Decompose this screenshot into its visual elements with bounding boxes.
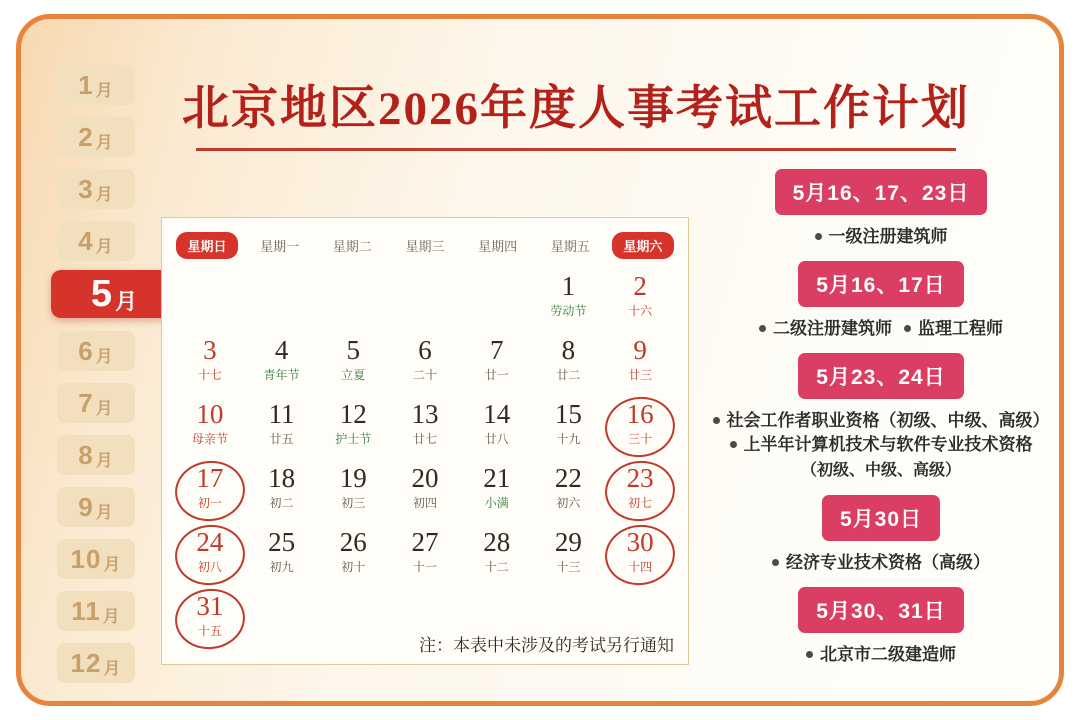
month-tab-number: 4 [78, 226, 94, 256]
month-tab-12[interactable] [57, 643, 135, 683]
day-number: 11 [268, 399, 295, 429]
month-tab-2[interactable] [57, 117, 135, 157]
day-lunar-label: 十四 [628, 560, 653, 574]
calendar-day-cell[interactable] [389, 331, 461, 393]
calendar-day-cell[interactable] [317, 395, 389, 457]
day-number: 19 [339, 463, 367, 493]
day-number: 15 [554, 399, 582, 429]
month-tab-number: 11 [71, 596, 101, 626]
month-tab-unit: 月 [95, 398, 114, 418]
day-number: 17 [196, 463, 224, 493]
exam-item [806, 645, 956, 664]
day-lunar-label: 十三 [556, 560, 581, 574]
month-tab-9[interactable] [57, 487, 135, 527]
day-lunar-label: 廿二 [556, 368, 581, 382]
calendar-day-cell[interactable] [533, 523, 605, 585]
exam-item-label: 监理工程师 [918, 319, 1003, 338]
day-lunar-label: 廿八 [484, 432, 509, 446]
day-lunar-label: 十九 [556, 432, 581, 446]
calendar-day-cell[interactable] [389, 395, 461, 457]
bullet-dot-icon [806, 651, 813, 658]
month-tab-10[interactable] [57, 539, 135, 579]
bullet-dot-icon [772, 559, 779, 566]
day-number: 6 [418, 335, 432, 365]
day-lunar-label: 十七 [197, 368, 222, 382]
day-number: 14 [483, 399, 511, 429]
day-lunar-label: 立夏 [341, 368, 366, 382]
day-number: 10 [196, 399, 224, 429]
month-tab-unit: 月 [95, 502, 114, 522]
calendar-day-cell[interactable] [461, 459, 533, 521]
day-number: 30 [626, 527, 654, 557]
exam-date-pill: 5月30日 [822, 495, 940, 541]
exam-item-label: 经济专业技术资格（高级） [786, 553, 990, 572]
day-lunar-label: 廿三 [628, 368, 653, 382]
title-block [181, 71, 971, 151]
exam-entry [701, 317, 1061, 341]
day-number: 12 [339, 399, 367, 429]
exam-item [772, 553, 990, 572]
weekday-header-cell: 星期一 [260, 239, 300, 254]
day-number: 25 [268, 527, 296, 557]
calendar-day-cell[interactable] [533, 395, 605, 457]
exam-date-pill: 5月16、17日 [798, 261, 963, 307]
calendar-day-cell[interactable] [174, 587, 246, 649]
calendar-day-cell[interactable] [604, 395, 676, 457]
day-lunar-label: 二十 [412, 368, 437, 382]
month-tab-unit: 月 [115, 288, 139, 314]
calendar-day-cell[interactable] [533, 459, 605, 521]
calendar-day-cell[interactable] [317, 523, 389, 585]
calendar-day-cell[interactable] [246, 523, 318, 585]
day-number: 9 [633, 335, 647, 365]
calendar-day-cell[interactable] [174, 459, 246, 521]
month-tab-number: 3 [78, 174, 94, 204]
day-lunar-label: 三十 [628, 432, 653, 446]
bullet-dot-icon [904, 325, 911, 332]
exam-item [815, 227, 948, 246]
day-lunar-label: 十五 [197, 624, 222, 638]
day-lunar-label: 小满 [484, 496, 509, 510]
day-lunar-label: 初四 [412, 496, 437, 510]
bullet-dot-icon [759, 325, 766, 332]
exam-item-label: 社会工作者职业资格（初级、中级、高级） [726, 411, 1050, 430]
calendar-day-cell[interactable] [389, 523, 461, 585]
month-tab-number: 5 [90, 273, 114, 315]
exam-item-label: 二级注册建筑师 [773, 319, 892, 338]
day-number: 1 [561, 271, 576, 301]
month-tab-number: 10 [70, 544, 102, 574]
exam-entry [701, 409, 1061, 483]
month-tab-8[interactable] [57, 435, 135, 475]
month-tab-number: 9 [78, 492, 94, 522]
page-title: 北京地区2026年度人事考试工作计划 [182, 83, 970, 135]
calendar-day-cell[interactable] [174, 331, 246, 393]
month-tab-unit: 月 [102, 606, 121, 626]
month-tab-1[interactable] [57, 65, 135, 105]
calendar-grid[interactable] [162, 261, 688, 649]
month-tab-unit: 月 [95, 450, 114, 470]
exam-item-sublabel: （初级、中级、高级） [800, 462, 961, 479]
bullet-dot-icon [713, 417, 720, 424]
day-lunar-label: 十一 [412, 560, 437, 574]
calendar-day-cell[interactable] [533, 267, 605, 329]
exam-item [730, 435, 1033, 454]
month-tab-unit: 月 [95, 184, 114, 204]
day-number: 26 [339, 527, 367, 557]
exam-date-pill: 5月16、17、23日 [775, 169, 988, 215]
month-tab-unit: 月 [95, 80, 114, 100]
month-tab-unit: 月 [95, 132, 114, 152]
month-tab-unit: 月 [103, 658, 122, 678]
day-number: 21 [483, 463, 511, 493]
exam-date-pill: 5月30、31日 [798, 587, 963, 633]
day-number: 24 [196, 527, 224, 557]
exam-item [713, 411, 1050, 430]
calendar-day-cell[interactable] [317, 331, 389, 393]
calendar-day-cell[interactable] [246, 331, 318, 393]
month-tab-7[interactable] [57, 383, 135, 423]
bullet-dot-icon [815, 233, 822, 240]
day-number: 2 [633, 271, 647, 301]
month-tab-number: 7 [78, 388, 94, 418]
month-tab-number: 8 [78, 440, 94, 470]
weekday-header-cell: 星期三 [405, 239, 445, 254]
exam-item [904, 317, 1003, 341]
weekday-header-cell: 星期五 [550, 239, 590, 254]
day-number: 5 [346, 335, 361, 365]
weekday-header-cell: 星期四 [478, 239, 518, 254]
day-lunar-label: 廿一 [484, 368, 509, 382]
day-number: 4 [274, 335, 289, 365]
day-lunar-label: 初二 [269, 496, 294, 510]
month-tab-number: 1 [78, 70, 94, 100]
calendar-day-cell[interactable] [604, 331, 676, 393]
calendar-day-cell[interactable] [604, 523, 676, 585]
day-lunar-label: 初六 [556, 496, 581, 510]
poster-card [16, 14, 1064, 706]
exam-entry [701, 225, 1061, 249]
calendar-day-cell[interactable] [389, 459, 461, 521]
day-number: 31 [196, 591, 224, 621]
day-number: 16 [626, 399, 654, 429]
day-number: 3 [203, 335, 217, 365]
calendar-day-cell[interactable] [317, 459, 389, 521]
day-lunar-label: 青年节 [263, 368, 300, 382]
title-divider [196, 148, 956, 151]
calendar-day-cell[interactable] [604, 267, 676, 329]
exam-entry [701, 551, 1061, 575]
exam-item [759, 317, 892, 341]
month-tab-number: 6 [78, 336, 94, 366]
day-lunar-label: 护士节 [335, 432, 372, 446]
calendar-day-cell[interactable] [246, 395, 318, 457]
month-tab-unit: 月 [95, 346, 114, 366]
exam-item-label: 北京市二级建造师 [820, 645, 956, 664]
day-number: 20 [411, 463, 439, 493]
calendar-day-cell[interactable] [533, 331, 605, 393]
day-lunar-label: 初一 [197, 496, 222, 510]
day-lunar-label: 初十 [341, 560, 366, 574]
weekday-header-cell: 星期六 [612, 232, 674, 259]
calendar-panel [161, 217, 689, 665]
day-number: 7 [489, 335, 504, 365]
weekday-header-cell: 星期二 [332, 239, 372, 254]
month-tab-6[interactable] [57, 331, 135, 371]
month-tab-list[interactable] [57, 65, 177, 685]
exam-item-label: 上半年计算机技术与软件专业技术资格 [743, 435, 1033, 454]
day-lunar-label: 廿七 [412, 432, 437, 446]
exam-schedule-list [701, 169, 1061, 679]
day-number: 13 [411, 399, 439, 429]
day-number: 29 [554, 527, 582, 557]
month-tab-unit: 月 [95, 236, 114, 256]
calendar-weekday-header [162, 218, 688, 261]
day-lunar-label: 初七 [628, 496, 653, 510]
day-lunar-label: 十六 [628, 304, 653, 318]
day-number: 27 [411, 527, 439, 557]
day-number: 18 [268, 463, 296, 493]
exam-item-label: 一级注册建筑师 [828, 227, 948, 246]
weekday-header-cell: 星期日 [176, 232, 238, 259]
calendar-note: 注：本表中未涉及的考试另行通知 [419, 636, 674, 655]
calendar-day-cell[interactable] [246, 459, 318, 521]
day-lunar-label: 劳动节 [550, 304, 587, 318]
calendar-day-cell[interactable] [461, 523, 533, 585]
calendar-day-cell[interactable] [174, 523, 246, 585]
month-tab-unit: 月 [103, 554, 122, 574]
day-number: 22 [554, 463, 582, 493]
day-lunar-label: 廿五 [269, 432, 294, 446]
day-lunar-label: 十二 [484, 560, 509, 574]
day-lunar-label: 初三 [341, 496, 366, 510]
calendar-day-cell[interactable] [174, 395, 246, 457]
month-tab-number: 2 [78, 122, 94, 152]
exam-date-pill: 5月23、24日 [798, 353, 963, 399]
month-tab-5[interactable] [51, 270, 178, 318]
month-tab-4[interactable] [57, 221, 135, 261]
calendar-day-cell[interactable] [604, 459, 676, 521]
day-number: 28 [483, 527, 511, 557]
day-lunar-label: 母亲节 [191, 432, 228, 446]
month-tab-number: 12 [70, 648, 102, 678]
exam-entry [701, 643, 1061, 667]
day-lunar-label: 初八 [197, 560, 222, 574]
day-number: 8 [561, 335, 576, 365]
bullet-dot-icon [730, 441, 737, 448]
month-tab-11[interactable] [57, 591, 135, 631]
day-lunar-label: 初九 [269, 560, 294, 574]
month-tab-3[interactable] [57, 169, 135, 209]
calendar-day-cell[interactable] [461, 395, 533, 457]
calendar-day-cell[interactable] [461, 331, 533, 393]
day-number: 23 [626, 463, 654, 493]
